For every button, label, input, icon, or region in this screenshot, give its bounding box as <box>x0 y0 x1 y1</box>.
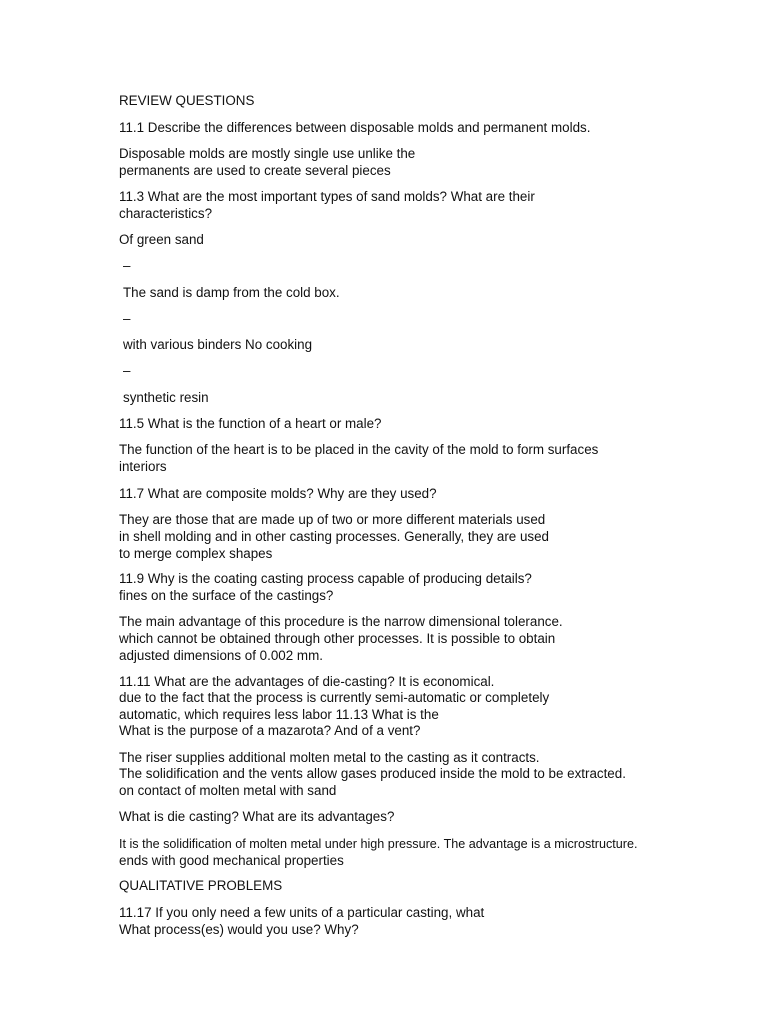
question-11-5: 11.5 What is the function of a heart or male? <box>119 416 382 431</box>
answer-11-1-line: permanents are used to create several pieces <box>119 163 391 178</box>
answer-11-3-item: synthetic resin <box>123 390 209 405</box>
answer-11-3-item: with various binders No cooking <box>123 337 313 352</box>
list-dash: – <box>123 258 131 273</box>
section-heading-review: REVIEW QUESTIONS <box>119 93 255 108</box>
answer-11-5-line: The function of the heart is to be placed in the cavity of the mold to form surfaces <box>119 442 599 457</box>
section-heading-qualitative: QUALITATIVE PROBLEMS <box>119 878 283 893</box>
question-11-11-line: automatic, which requires less labor 11.13 What is the <box>119 707 439 722</box>
answer-11-7-line: to merge complex shapes <box>119 546 273 561</box>
list-dash: – <box>123 363 131 378</box>
answer-die-casting-line: ends with good mechanical properties <box>119 853 344 868</box>
question-11-1: 11.1 Describe the differences between disposable molds and permanent molds. <box>119 120 591 135</box>
question-11-7: 11.7 What are composite molds? Why are they used? <box>119 486 437 501</box>
answer-11-7-line: in shell molding and in other casting processes. Generally, they are used <box>119 529 549 544</box>
answer-11-9-line: which cannot be obtained through other processes. It is possible to obtain <box>119 631 556 646</box>
answer-11-13-line: The riser supplies additional molten metal to the casting as it contracts. <box>119 750 540 765</box>
question-11-17-line: What process(es) would you use? Why? <box>119 922 359 937</box>
answer-11-9-line: adjusted dimensions of 0.002 mm. <box>119 648 323 663</box>
answer-die-casting-line: It is the solidification of molten metal under high pressure. The advantage is a microstructure. <box>119 837 638 851</box>
question-11-11-line: due to the fact that the process is currently semi-automatic or completely <box>119 690 550 705</box>
question-11-3-line: characteristics? <box>119 206 213 221</box>
answer-11-3-intro: Of green sand <box>119 232 204 247</box>
answer-11-13-line: on contact of molten metal with sand <box>119 783 337 798</box>
question-11-9-line: fines on the surface of the castings? <box>119 588 334 603</box>
question-11-17-line: 11.17 If you only need a few units of a particular casting, what <box>119 905 485 920</box>
answer-11-9-line: The main advantage of this procedure is the narrow dimensional tolerance. <box>119 614 563 629</box>
answer-11-5-line: interiors <box>119 459 167 474</box>
answer-11-13-line: The solidification and the vents allow gases produced inside the mold to be extracted. <box>119 766 626 781</box>
question-11-13-line: What is the purpose of a mazarota? And of a vent? <box>119 723 421 738</box>
answer-11-3-item: The sand is damp from the cold box. <box>123 285 340 300</box>
list-dash: – <box>123 311 131 326</box>
answer-11-1-line: Disposable molds are mostly single use unlike the <box>119 146 416 161</box>
question-11-3-line: 11.3 What are the most important types of sand molds? What are their <box>119 189 535 204</box>
answer-11-7-line: They are those that are made up of two or more different materials used <box>119 512 546 527</box>
question-die-casting: What is die casting? What are its advantages? <box>119 809 395 824</box>
question-11-9-line: 11.9 Why is the coating casting process capable of producing details? <box>119 571 532 586</box>
question-11-11-line: 11.11 What are the advantages of die-casting? It is economical. <box>119 674 495 689</box>
